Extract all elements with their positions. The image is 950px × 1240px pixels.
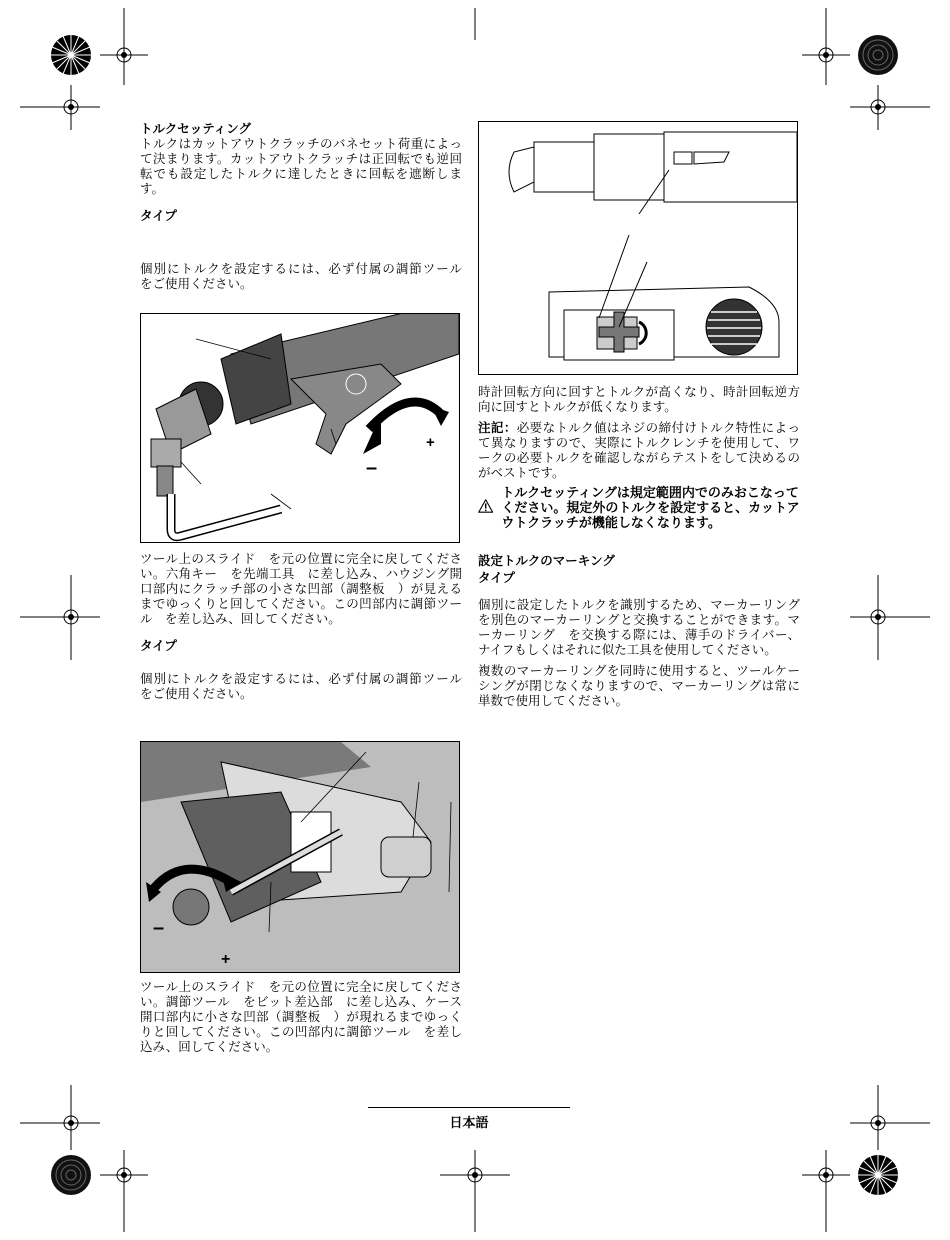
left-column [140, 121, 475, 291]
starburst-icon [858, 1155, 898, 1195]
fig2-caption: ツール上のスライド を元の位置に完全に戻してください。調節ツール をビット差込部 に差し込み、ケース開口部内に小さな凹部（調整板 ）が現れるまでゆっくりと回してください。この凹部内に調節ツール を差し込み、回してください。 [140, 979, 462, 1054]
multi-ring-paragraph: 複数のマーカーリングを同時に使用すると、ツールケーシングが閉じなくなりますので、マーカーリングは常に単数で使用してください。 [478, 663, 800, 708]
torque-paragraph: トルクはカットアウトクラッチのバネセット荷重によって決まります。カットアウトクラッチは正回転でも逆回転でも設定したトルクに達したときに回転を遮断します。 [140, 136, 462, 196]
torque-setting-heading: トルクセッティング [140, 121, 252, 136]
angle-driver-illustration [141, 314, 459, 542]
starburst-icon [51, 1155, 91, 1195]
type-heading-1: タイプ [140, 208, 177, 223]
marking-paragraph: 個別に設定したトルクを識別するため、マーカーリング を別色のマーカーリングと交換することができます。マーカーリング を交換する際には、薄手のドライバー、ナイフもしくはそれに似た工具を使用してください。 [478, 597, 813, 657]
figure-angle-driver [140, 313, 460, 543]
starburst-icon [858, 35, 898, 75]
footer-language: 日本語 [449, 1116, 489, 1131]
marking-heading: 設定トルクのマーキング [478, 553, 615, 568]
right-column [478, 384, 813, 708]
note-paragraph [478, 420, 800, 480]
screwdriver-illustration [141, 742, 459, 972]
fig1-caption: ツール上のスライド を元の位置に完全に戻してください。六角キー を先端工具 に差し込み、ハウジング開口部内にクラッチ部の小さな凹部（調整板 ）が見えるまでゆっくりと回してください。この凹部内に調節ツール を差し込み、回してください。 [140, 551, 462, 626]
fig1-plus-sign: + [426, 434, 435, 451]
type-heading-3: タイプ [478, 570, 515, 585]
fig1-minus-sign: – [366, 457, 378, 479]
rotation-paragraph: 時計回転方向に回すとトルクが高くなり、時計回転逆方向に回すとトルクが低くなります。 [478, 384, 800, 414]
type-heading-2: タイプ [140, 638, 177, 653]
clutch-detail-illustration [479, 122, 797, 374]
starburst-icon [51, 35, 91, 75]
footer-rule [368, 1107, 570, 1108]
note-text: 必要なトルク値はネジの締付けトルク特性によって異なりますので、実際にトルクレンチを使用して、ワークの必要トルクを確認しながらテストをして決めるのがベストです。 [478, 420, 800, 480]
figure-clutch-detail [478, 121, 798, 375]
warning-block [478, 486, 800, 531]
left-column-middle [140, 551, 475, 701]
warning-triangle-icon [478, 486, 493, 526]
figure-screwdriver [140, 741, 460, 973]
type1-paragraph: 個別にトルクを設定するには、必ず付属の調節ツール をご使用ください。 [140, 261, 475, 291]
note-label: 注記： [478, 420, 517, 435]
fig2-minus-sign: – [153, 917, 165, 939]
fig2-plus-sign: + [221, 951, 231, 968]
left-column-bottom [140, 979, 462, 1054]
type2-paragraph: 個別にトルクを設定するには、必ず付属の調節ツール をご使用ください。 [140, 671, 475, 701]
warning-text: トルクセッティングは規定範囲内でのみおこなってください。規定外のトルクを設定すると、カットアウトクラッチが機能しなくなります。 [501, 486, 800, 531]
